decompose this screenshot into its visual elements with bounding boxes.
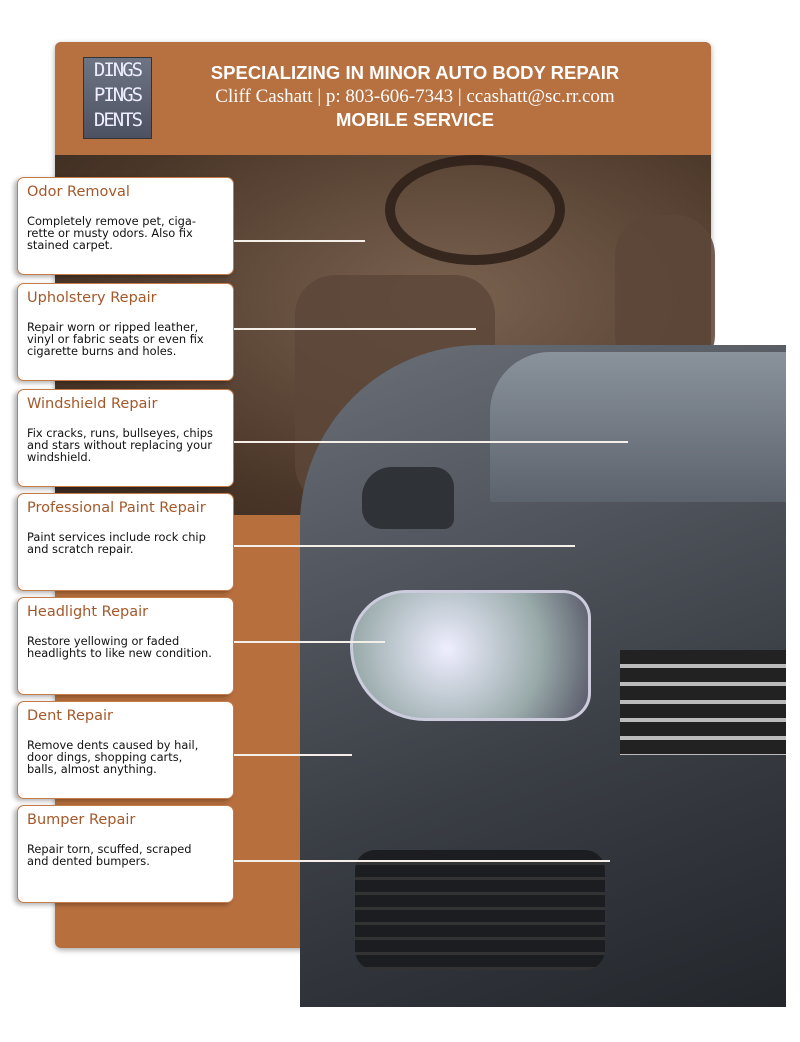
service-description: Repair worn or ripped leather, vinyl or fabric seats or even fix cigarette burns and holes. (27, 320, 204, 358)
company-logo (83, 57, 152, 139)
car-grille (620, 650, 786, 755)
callout-line (232, 754, 352, 756)
service-card-paint-repair (17, 493, 234, 591)
service-description: Completely remove pet, ciga- rette or musty odors. Also fix stained carpet. (27, 214, 196, 252)
service-title: Professional Paint Repair (27, 500, 206, 516)
service-description: Paint services include rock chip and scratch repair. (27, 530, 206, 556)
service-card-headlight-repair (17, 597, 234, 695)
callout-line (232, 545, 575, 547)
service-card-odor-removal (17, 177, 234, 275)
contact-info: Cliff Cashatt | p: 803-606-7343 | ccashatt@sc.rr.com (215, 86, 615, 107)
service-title: Windshield Repair (27, 396, 158, 412)
logo-line: DENTS (93, 109, 142, 131)
service-description: Fix cracks, runs, bullseyes, chips and stars without replacing your windshield. (27, 426, 213, 464)
service-description: Repair torn, scuffed, scraped and dented bumpers. (27, 842, 192, 868)
service-title: Headlight Repair (27, 604, 149, 620)
service-description: Remove dents caused by hail, door dings, shopping carts, balls, almost anything. (27, 738, 199, 776)
callout-line (232, 641, 385, 643)
service-card-upholstery-repair (17, 283, 234, 381)
car-lower-grille (355, 850, 605, 970)
service-description: Restore yellowing or faded headlights to like new condition. (27, 634, 212, 660)
service-title: Odor Removal (27, 184, 130, 200)
service-title: Bumper Repair (27, 812, 136, 828)
headline: SPECIALIZING IN MINOR AUTO BODY REPAIR (210, 62, 620, 83)
service-title: Upholstery Repair (27, 290, 157, 306)
service-card-windshield-repair (17, 389, 234, 487)
callout-line (232, 860, 610, 862)
logo-line: DINGS (93, 59, 142, 81)
callout-line (232, 328, 476, 330)
service-title: Dent Repair (27, 708, 113, 724)
callout-line (232, 441, 628, 443)
tagline: MOBILE SERVICE (336, 109, 494, 130)
service-card-dent-repair (17, 701, 234, 799)
callout-line (232, 240, 365, 242)
service-card-bumper-repair (17, 805, 234, 903)
car-mirror (362, 467, 454, 529)
car-windshield (490, 352, 786, 502)
logo-line: PINGS (93, 84, 142, 106)
car-headlight (350, 590, 591, 721)
